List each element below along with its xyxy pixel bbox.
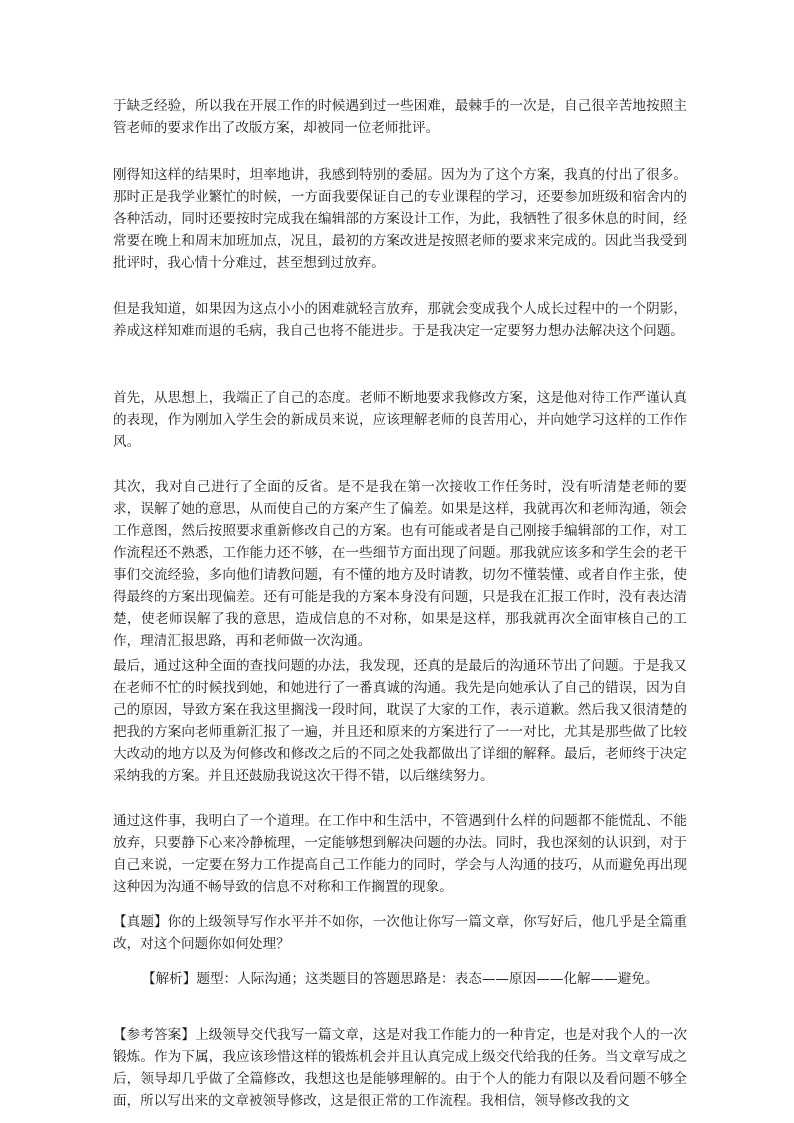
paragraph-reflection: 其次，我对自己进行了全面的反省。是不是我在第一次接收工作任务时，没有听清楚老师的要求，误解了她的意思，从而使自己的方案产生了偏差。如果是这样，我就再次和老师沟通，领会工作意图，然后按照要求重新修改自己的方案。也有可能或者是自己刚接手编辑部的工作，对工作流程还不熟悉，工作能力还不够，在一些细节方面出现了问题。那我就应该多和学生会的老干事们交流经验，多向他们请教问题，有不懂的地方及时请教，切勿不懂装懂、或者自作主张，使得最终的方案出现偏差。还有可能是我的方案本身没有问题，只是我在汇报工作时，没有表达清楚，使老师误解了我的意思，造成信息的不对称，如果是这样，那我就再次全面审核自己的工作，理清汇报思路，再和老师做一次沟通。 (113, 479, 687, 649)
paragraph-conclusion: 通过这件事，我明白了一个道理。在工作中和生活中，不管遇到什么样的问题都不能慌乱、不能放弃，只要静下心来冷静梳理，一定能够想到解决问题的办法。同时，我也深刻的认识到，对于自己来说，一定要在努力工作提高自己工作能力的同时，学会与人沟通的技巧，从而避免再出现这种因为沟通不畅导致的信息不对称和工作搁置的现象。 (113, 813, 687, 895)
paragraph-intro: 于缺乏经验，所以我在开展工作的时候遇到过一些困难，最棘手的一次是，自己很辛苦地按照主管老师的要求作出了改版方案，却被同一位老师批评。 (113, 98, 687, 136)
paragraph-decision: 但是我知道，如果因为这点小小的困难就轻言放弃，那就会变成我个人成长过程中的一个阴影，养成这样知难而退的毛病，我自己也将不能进步。于是我决定一定要努力想办法解决这个问题。 (113, 301, 687, 339)
paragraph-communication: 最后，通过这种全面的查找问题的办法，我发现，还真的是最后的沟通环节出了问题。于是我又在老师不忙的时候找到她，和她进行了一番真诚的沟通。我先是向她承认了自己的错误，因为自己的原因，导致方案在我这里搁浅一段时间，耽误了大家的工作，表示道歉。然后我又很清楚的把我的方案向老师重新汇报了一遍，并且还和原来的方案进行了一一对比，尤其是那些做了比较大改动的地方以及为何修改和修改之后的不同之处我都做出了详细的解释。最后，老师终于决定采纳我的方案。并且还鼓励我说这次干得不错，以后继续努力。 (113, 658, 687, 784)
paragraph-feelings: 刚得知这样的结果时，坦率地讲，我感到特别的委屈。因为为了这个方案，我真的付出了很多。那时正是我学业繁忙的时候，一方面我要保证自己的专业课程的学习，还要参加班级和宿舍内的各种活动，同时还要按时完成我在编辑部的方案设计工作，为此，我牺牲了很多休息的时间，经常要在晚上和周末加班加点，况且，最初的方案改进是按照老师的要求来完成的。因此当我受到批评时，我心情十分难过，甚至想到过放弃。 (113, 167, 687, 271)
reference-answer: 【参考答案】上级领导交代我写一篇文章，这是对我工作能力的一种肯定，也是对我个人的一次锻炼。作为下属，我应该珍惜这样的锻炼机会并且认真完成上级交代给我的任务。当文章写成之后，领导却几乎做了全篇修改，我想这也是能够理解的。由于个人的能力有限以及看问题不够全面，所以写出来的文章被领导修改，这是很正常的工作流程。我相信，领导修改我的文 (113, 1027, 687, 1109)
exam-question: 【真题】你的上级领导写作水平并不如你，一次他让你写一篇文章，你写好后，他几乎是全篇重改，对这个问题你如何处理？ (113, 914, 687, 952)
paragraph-attitude: 首先，从思想上，我端正了自己的态度。老师不断地要求我修改方案，这是他对待工作严谨认真的表现，作为刚加入学生会的新成员来说，应该理解老师的良苦用心，并向她学习这样的工作作风。 (113, 390, 687, 450)
question-analysis: 【解析】题型：人际沟通；这类题目的答题思路是：表态——原因——化解——避免。 (142, 971, 659, 987)
